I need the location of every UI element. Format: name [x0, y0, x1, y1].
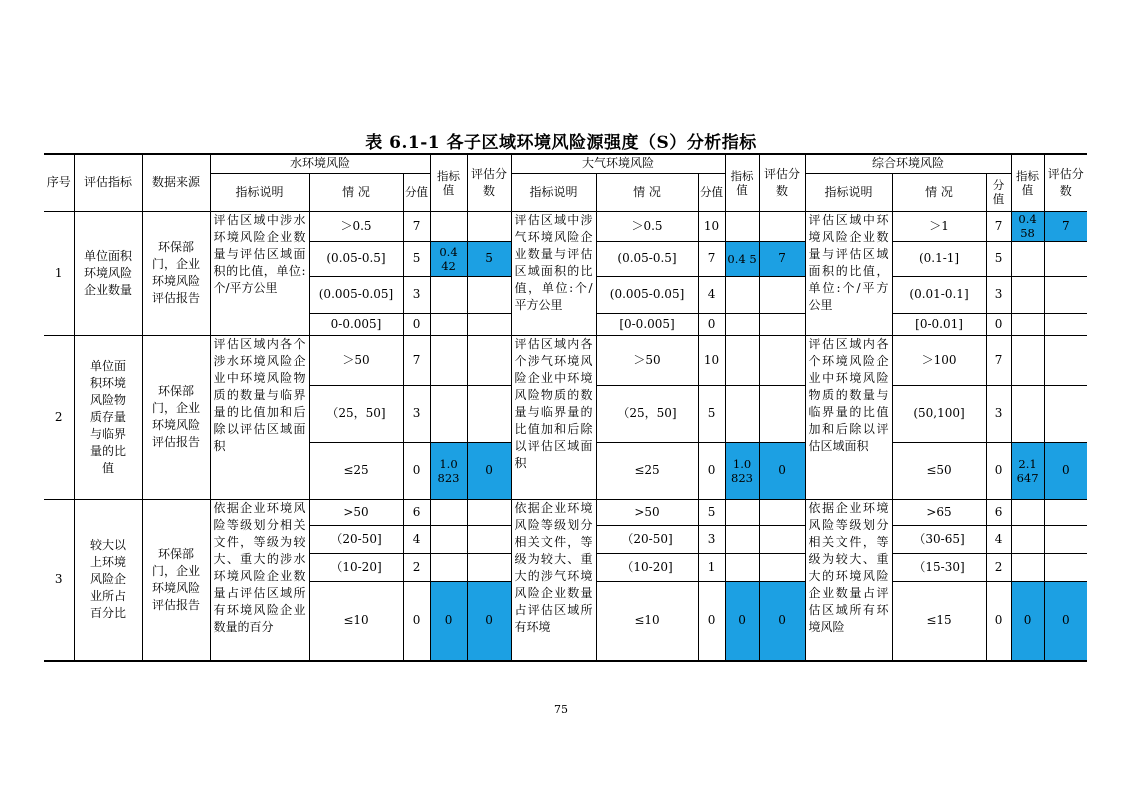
air-value	[725, 335, 759, 385]
overall-score	[1044, 276, 1087, 313]
overall-cond: （30-65]	[892, 525, 986, 553]
water-score-value: 0	[467, 581, 511, 661]
air-points: 0	[698, 442, 725, 499]
overall-desc: 依据企业环境风险等级划分相关文件，等级为较大、重大的环境风险企业数量占评估区域所有环境风险	[805, 499, 892, 661]
air-points: 3	[698, 525, 725, 553]
overall-points: 0	[986, 313, 1011, 335]
water-score	[467, 499, 511, 525]
overall-value	[1011, 525, 1044, 553]
water-cond: （20-50]	[309, 525, 403, 553]
air-value	[725, 553, 759, 581]
water-value	[430, 499, 467, 525]
water-score	[467, 276, 511, 313]
row-source: 环保部门，企业环境风险评估报告	[142, 211, 210, 335]
overall-points: 6	[986, 499, 1011, 525]
water-value	[430, 335, 467, 385]
air-cond: (0.05-0.5]	[596, 241, 698, 276]
water-cond: ＞50	[309, 335, 403, 385]
row-seq: 1	[44, 211, 74, 335]
air-points: 4	[698, 276, 725, 313]
air-value	[725, 276, 759, 313]
overall-points: 4	[986, 525, 1011, 553]
air-value	[725, 313, 759, 335]
row-seq: 2	[44, 335, 74, 499]
air-cond: （25，50]	[596, 385, 698, 442]
air-desc-header: 指标说明	[511, 173, 596, 211]
water-cond: （10-20]	[309, 553, 403, 581]
air-cond: （20-50]	[596, 525, 698, 553]
overall-cond: (0.1-1]	[892, 241, 986, 276]
air-value	[725, 499, 759, 525]
water-cond: （25，50]	[309, 385, 403, 442]
air-score-header: 评估分数	[759, 154, 805, 211]
overall-score	[1044, 499, 1087, 525]
water-desc: 依据企业环境风险等级划分相关文件，等级为较大、重大的涉水环境风险企业数量占评估区域所有环境风险企业数量的百分	[210, 499, 309, 661]
water-value	[430, 276, 467, 313]
overall-score	[1044, 553, 1087, 581]
water-cond: (0.05-0.5]	[309, 241, 403, 276]
air-points: 5	[698, 385, 725, 442]
air-cond: (0.005-0.05]	[596, 276, 698, 313]
water-points: 6	[403, 499, 430, 525]
air-score	[759, 385, 805, 442]
overall-points: 2	[986, 553, 1011, 581]
overall-cond: ＞1	[892, 211, 986, 241]
overall-cond: ＞100	[892, 335, 986, 385]
air-cond: （10-20]	[596, 553, 698, 581]
col-indicator-header: 评估指标	[74, 154, 142, 211]
air-desc: 评估区域中涉气环境风险企业数量与评估区域面积的比值，单位:个/平方公里	[511, 211, 596, 335]
overall-cond: ≤15	[892, 581, 986, 661]
water-risk-header: 水环境风险	[210, 154, 430, 173]
air-risk-header: 大气环境风险	[511, 154, 725, 173]
table-row	[44, 499, 1087, 525]
air-score-value: 7	[759, 241, 805, 276]
overall-cond: （15-30]	[892, 553, 986, 581]
overall-cond: (50,100]	[892, 385, 986, 442]
water-points: 0	[403, 581, 430, 661]
water-points: 7	[403, 211, 430, 241]
overall-cond-header: 情 况	[892, 173, 986, 211]
water-points: 3	[403, 276, 430, 313]
overall-score	[1044, 335, 1087, 385]
overall-score-value: 0	[1044, 581, 1087, 661]
air-value-header: 指标值	[725, 154, 759, 211]
header-row-1	[44, 154, 1087, 173]
overall-value	[1011, 553, 1044, 581]
water-points-header: 分值	[403, 173, 430, 211]
row-source: 环保部门，企业环境风险评估报告	[142, 499, 210, 661]
overall-score-value: 0	[1044, 442, 1087, 499]
air-value	[725, 211, 759, 241]
air-indicator-value: 0	[725, 581, 759, 661]
row-seq: 3	[44, 499, 74, 661]
air-desc: 评估区域内各个涉气环境风险企业中环境风险物质的数量与临界量的比值加和后除以评估区域面积	[511, 335, 596, 499]
overall-score-value: 7	[1044, 211, 1087, 241]
overall-desc-header: 指标说明	[805, 173, 892, 211]
overall-risk-header: 综合环境风险	[805, 154, 1011, 173]
air-cond: ≤10	[596, 581, 698, 661]
air-points-header: 分值	[698, 173, 725, 211]
col-seq-header: 序号	[44, 154, 74, 211]
overall-value	[1011, 276, 1044, 313]
air-score-value: 0	[759, 581, 805, 661]
overall-points: 7	[986, 335, 1011, 385]
water-points: 4	[403, 525, 430, 553]
air-points: 5	[698, 499, 725, 525]
water-points: 2	[403, 553, 430, 581]
overall-indicator-value: 0.4 58	[1011, 211, 1044, 241]
air-points: 1	[698, 553, 725, 581]
water-score	[467, 525, 511, 553]
overall-value	[1011, 385, 1044, 442]
overall-indicator-value: 2.1 647	[1011, 442, 1044, 499]
air-indicator-value: 0.4 5	[725, 241, 759, 276]
air-score	[759, 553, 805, 581]
overall-cond: [0-0.01]	[892, 313, 986, 335]
water-value	[430, 313, 467, 335]
water-desc: 评估区域内各个涉水环境风险企业中环境风险物质的数量与临界量的比值加和后除以评估区域面积	[210, 335, 309, 499]
air-cond: ＞50	[596, 335, 698, 385]
air-indicator-value: 1.0 823	[725, 442, 759, 499]
overall-cond: >65	[892, 499, 986, 525]
overall-value	[1011, 313, 1044, 335]
air-cond: [0-0.005]	[596, 313, 698, 335]
overall-points: 7	[986, 211, 1011, 241]
water-score	[467, 313, 511, 335]
water-points: 5	[403, 241, 430, 276]
water-score-header: 评估分数	[467, 154, 511, 211]
row-indicator: 单位面积环境风险企业数量	[74, 211, 142, 335]
air-cond: >50	[596, 499, 698, 525]
overall-value	[1011, 241, 1044, 276]
water-indicator-value: 0.4 42	[430, 241, 467, 276]
overall-score-header: 评估分数	[1044, 154, 1087, 211]
overall-points: 0	[986, 581, 1011, 661]
water-score	[467, 335, 511, 385]
overall-value	[1011, 335, 1044, 385]
table-row	[44, 211, 1087, 241]
row-indicator: 单位面积环境风险物质存量与临界量的比值	[74, 335, 142, 499]
water-score	[467, 385, 511, 442]
water-score-value: 0	[467, 442, 511, 499]
water-value	[430, 553, 467, 581]
air-cond: ≤25	[596, 442, 698, 499]
overall-indicator-value: 0	[1011, 581, 1044, 661]
water-score	[467, 553, 511, 581]
table-row	[44, 335, 1087, 385]
overall-points: 3	[986, 276, 1011, 313]
water-cond: >50	[309, 499, 403, 525]
water-cond-header: 情 况	[309, 173, 403, 211]
air-score	[759, 313, 805, 335]
overall-points-header: 分值	[986, 173, 1011, 211]
air-points: 0	[698, 313, 725, 335]
water-value	[430, 211, 467, 241]
water-points: 7	[403, 335, 430, 385]
water-desc-header: 指标说明	[210, 173, 309, 211]
overall-desc: 评估区域内各个环境风险企业中环境风险物质的数量与临界量的比值加和后除以评估区域面积	[805, 335, 892, 499]
water-points: 0	[403, 442, 430, 499]
water-points: 0	[403, 313, 430, 335]
overall-points: 3	[986, 385, 1011, 442]
overall-score	[1044, 525, 1087, 553]
overall-cond: ≤50	[892, 442, 986, 499]
water-cond: 0-0.005]	[309, 313, 403, 335]
row-source: 环保部门，企业环境风险评估报告	[142, 335, 210, 499]
overall-score	[1044, 241, 1087, 276]
water-points: 3	[403, 385, 430, 442]
air-score-value: 0	[759, 442, 805, 499]
water-cond: ＞0.5	[309, 211, 403, 241]
water-indicator-value: 0	[430, 581, 467, 661]
air-value	[725, 525, 759, 553]
overall-value	[1011, 499, 1044, 525]
air-cond: ＞0.5	[596, 211, 698, 241]
air-desc: 依据企业环境风险等级划分相关文件，等级为较大、重大的涉气环境风险企业数量占评估区域所有环境	[511, 499, 596, 661]
water-cond: ≤10	[309, 581, 403, 661]
overall-points: 0	[986, 442, 1011, 499]
air-score	[759, 499, 805, 525]
air-points: 10	[698, 335, 725, 385]
water-value	[430, 525, 467, 553]
water-indicator-value: 1.0 823	[430, 442, 467, 499]
page-number: 75	[554, 703, 568, 716]
table-title: 表 6.1-1 各子区域环境风险源强度（S）分析指标	[365, 133, 757, 153]
air-points: 7	[698, 241, 725, 276]
risk-intensity-table	[44, 153, 1087, 662]
water-value	[430, 385, 467, 442]
water-score-value: 5	[467, 241, 511, 276]
water-cond: (0.005-0.05]	[309, 276, 403, 313]
overall-desc: 评估区域中环境风险企业数量与评估区域面积的比值，单位:个/平方公里	[805, 211, 892, 335]
air-score	[759, 276, 805, 313]
air-points: 10	[698, 211, 725, 241]
air-value	[725, 385, 759, 442]
air-cond-header: 情 况	[596, 173, 698, 211]
air-score	[759, 335, 805, 385]
water-value-header: 指标值	[430, 154, 467, 211]
col-source-header: 数据来源	[142, 154, 210, 211]
overall-score	[1044, 313, 1087, 335]
air-score	[759, 211, 805, 241]
overall-value-header: 指标值	[1011, 154, 1044, 211]
overall-score	[1044, 385, 1087, 442]
water-desc: 评估区域中涉水环境风险企业数量与评估区域面积的比值，单位:个/平方公里	[210, 211, 309, 335]
row-indicator: 较大以上环境风险企业所占百分比	[74, 499, 142, 661]
air-points: 0	[698, 581, 725, 661]
overall-points: 5	[986, 241, 1011, 276]
air-score	[759, 525, 805, 553]
overall-cond: (0.01-0.1]	[892, 276, 986, 313]
water-score	[467, 211, 511, 241]
water-cond: ≤25	[309, 442, 403, 499]
